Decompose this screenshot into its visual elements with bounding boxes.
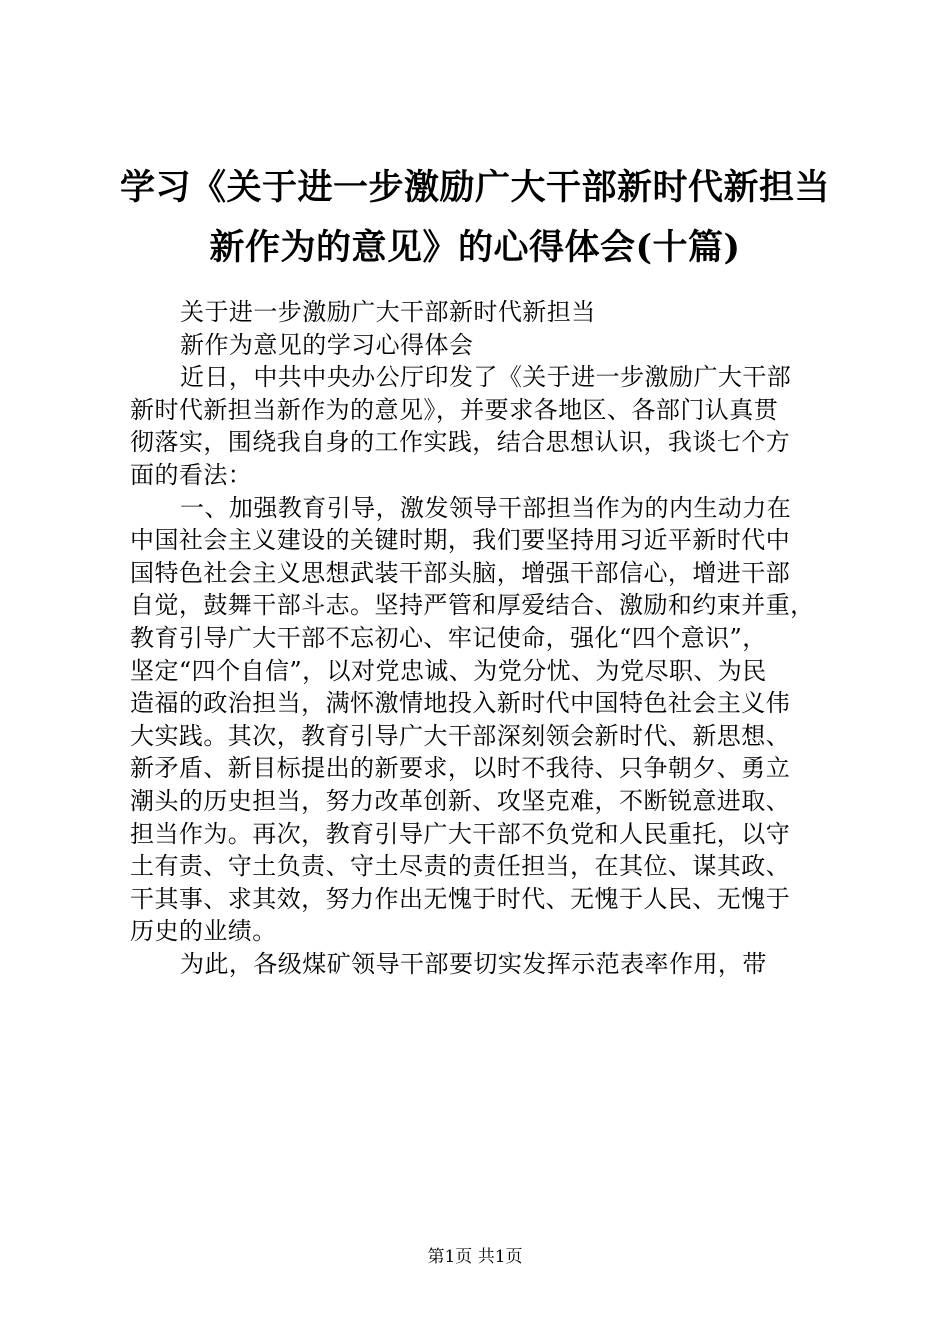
body-line: 中国社会主义建设的关键时期，我们要坚持用习近平新时代中: [130, 526, 791, 555]
body-line: 自觉，鼓舞干部斗志。坚持严管和厚爱结合、激励和约束并重，: [130, 591, 815, 620]
body-line: 为此，各级煤矿领导干部要切实发挥示范表率作用，带: [180, 949, 767, 978]
body-line: 教育引导广大干部不忘初心、牢记使命，强化“四个意识”，: [130, 623, 767, 652]
body-line: 潮头的历史担当，努力改革创新、攻坚克难，不断锐意进取、: [130, 786, 791, 815]
body-line: 新时代新担当新作为的意见》，并要求各地区、各部门认真贯: [130, 395, 779, 424]
body-line: 大实践。其次，教育引导广大干部深刻领会新时代、新思想、: [130, 721, 791, 750]
body-line: 坚定“四个自信”，以对党忠诚、为党分忧、为党尽职、为民: [130, 656, 767, 685]
body-line: 一、加强教育引导，激发领导干部担当作为的内生动力在: [180, 493, 792, 522]
body-line: 造福的政治担当，满怀激情地投入新时代中国特色社会主义伟: [130, 689, 791, 718]
body-line: 担当作为。再次，教育引导广大干部不负党和人民重托，以守: [130, 819, 791, 848]
body-line: 历史的业绩。: [130, 917, 277, 946]
document-title-line-2: 新作为的意见》的心得体会(十篇): [209, 227, 741, 268]
body-line: 国特色社会主义思想武装干部头脑，增强干部信心，增进干部: [130, 558, 791, 587]
body-line: 干其事、求其效，努力作出无愧于时代、无愧于人民、无愧于: [130, 884, 791, 913]
body-line: 新矛盾、新目标提出的新要求，以时不我待、只争朝夕、勇立: [130, 754, 791, 783]
body-line: 近日，中共中央办公厅印发了《关于进一步激励广大干部: [180, 363, 792, 392]
document-body: [130, 296, 835, 980]
body-line: 土有责、守土负责、守土尽责的责任担当，在其位、谋其政、: [130, 852, 791, 881]
body-line: 彻落实，围绕我自身的工作实践，结合思想认识，我谈七个方: [130, 428, 791, 457]
document-title-line-1: 学习《关于进一步激励广大干部新时代新担当: [119, 167, 830, 208]
page-footer: 第1页 共1页: [427, 1247, 523, 1267]
body-line: 新作为意见的学习心得体会: [180, 330, 474, 359]
body-line: 面的看法：: [130, 460, 253, 489]
body-line: 关于进一步激励广大干部新时代新担当: [180, 298, 596, 326]
